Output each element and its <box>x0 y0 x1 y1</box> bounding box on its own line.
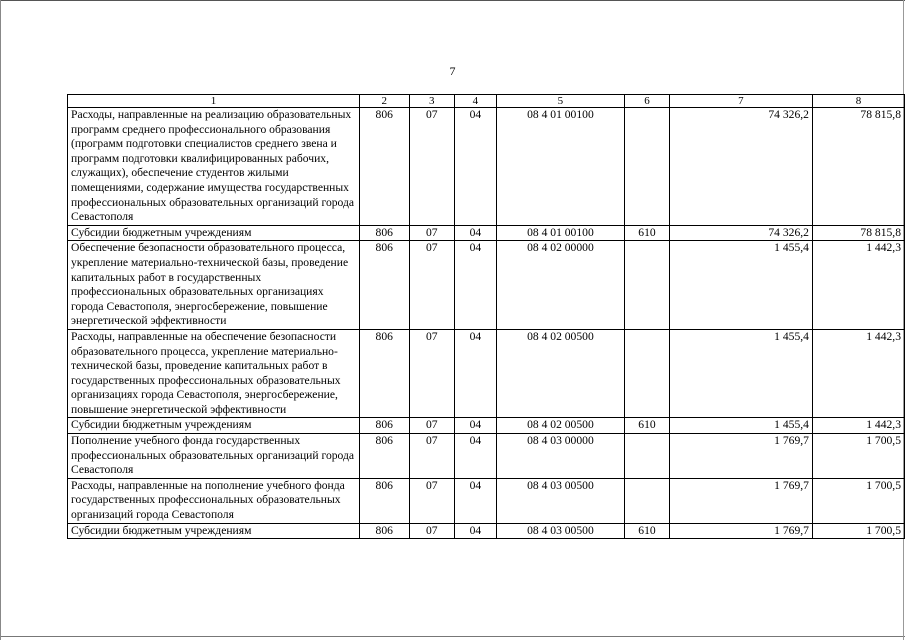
expense-name: Обеспечение безопасности образовательного процесса, укрепление материально-технической базы, проведение капитальных работ в государственных профессиональных образовательных организациях города Севастополя, энергосбережение, повышение энергетической эффективности <box>68 241 360 330</box>
subsection-code: 04 <box>455 329 497 418</box>
subsection-code: 04 <box>455 225 497 241</box>
amount-year-2: 1 442,3 <box>812 418 904 434</box>
expense-name: Субсидии бюджетным учреждениям <box>68 418 360 434</box>
expense-type-code: 610 <box>625 418 670 434</box>
column-header-5: 5 <box>496 95 624 108</box>
subsection-code: 04 <box>455 241 497 330</box>
department-code: 806 <box>359 418 409 434</box>
amount-year-2: 1 700,5 <box>812 523 904 539</box>
column-header-2: 2 <box>359 95 409 108</box>
table-row <box>68 478 905 523</box>
table-header-row <box>68 95 905 108</box>
section-code: 07 <box>409 418 455 434</box>
department-code: 806 <box>359 108 409 226</box>
expense-name: Расходы, направленные на реализацию образовательных программ среднего профессионального образования (программ подготовки специалистов среднего звена и программ подготовки квалифицированных рабочих, служащих), обеспечение студентов жилыми помещениями, содержание имущества государственных профессиональных образовательных организаций города Севастополя <box>68 108 360 226</box>
expense-type-code <box>625 241 670 330</box>
amount-year-2: 1 442,3 <box>812 241 904 330</box>
expense-type-code: 610 <box>625 523 670 539</box>
subsection-code: 04 <box>455 523 497 539</box>
page-number: 7 <box>449 64 456 78</box>
target-article-code: 08 4 01 00100 <box>496 108 624 226</box>
department-code: 806 <box>359 241 409 330</box>
department-code: 806 <box>359 434 409 479</box>
expense-type-code <box>625 434 670 479</box>
section-code: 07 <box>409 478 455 523</box>
amount-year-1: 74 326,2 <box>669 225 812 241</box>
expense-name: Субсидии бюджетным учреждениям <box>68 523 360 539</box>
section-code: 07 <box>409 241 455 330</box>
expense-name: Пополнение учебного фонда государственных профессиональных образовательных организаций города Севастополя <box>68 434 360 479</box>
department-code: 806 <box>359 523 409 539</box>
expense-name: Субсидии бюджетным учреждениям <box>68 225 360 241</box>
target-article-code: 08 4 03 00500 <box>496 523 624 539</box>
amount-year-2: 1 700,5 <box>812 478 904 523</box>
expense-type-code: 610 <box>625 225 670 241</box>
department-code: 806 <box>359 329 409 418</box>
section-code: 07 <box>409 434 455 479</box>
table-row <box>68 523 905 539</box>
amount-year-1: 1 455,4 <box>669 329 812 418</box>
section-code: 07 <box>409 523 455 539</box>
table-row <box>68 329 905 418</box>
target-article-code: 08 4 01 00100 <box>496 225 624 241</box>
amount-year-2: 78 815,8 <box>812 108 904 226</box>
section-code: 07 <box>409 225 455 241</box>
target-article-code: 08 4 02 00500 <box>496 418 624 434</box>
expense-type-code <box>625 478 670 523</box>
column-header-7: 7 <box>669 95 812 108</box>
target-article-code: 08 4 02 00500 <box>496 329 624 418</box>
expense-name: Расходы, направленные на пополнение учебного фонда государственных профессиональных образовательных организаций города Севастополя <box>68 478 360 523</box>
target-article-code: 08 4 03 00000 <box>496 434 624 479</box>
subsection-code: 04 <box>455 108 497 226</box>
budget-table <box>67 94 905 539</box>
table-row <box>68 108 905 226</box>
column-header-3: 3 <box>409 95 455 108</box>
table-row <box>68 241 905 330</box>
expense-name: Расходы, направленные на обеспечение безопасности образовательного процесса, укрепление материально-технической базы, проведение капитальных работ в государственных профессиональных образовательных организациях города Севастополя, энергосбережение, повышение энергетической эффективности <box>68 329 360 418</box>
column-header-1: 1 <box>68 95 360 108</box>
page-border-top <box>0 0 905 1</box>
page-border-left <box>0 0 1 640</box>
department-code: 806 <box>359 225 409 241</box>
section-code: 07 <box>409 108 455 226</box>
target-article-code: 08 4 03 00500 <box>496 478 624 523</box>
table-row <box>68 225 905 241</box>
subsection-code: 04 <box>455 418 497 434</box>
amount-year-1: 74 326,2 <box>669 108 812 226</box>
table-row <box>68 434 905 479</box>
amount-year-1: 1 455,4 <box>669 241 812 330</box>
amount-year-1: 1 769,7 <box>669 478 812 523</box>
column-header-4: 4 <box>455 95 497 108</box>
page-border-bottom <box>0 636 905 637</box>
amount-year-1: 1 769,7 <box>669 434 812 479</box>
column-header-8: 8 <box>812 95 904 108</box>
target-article-code: 08 4 02 00000 <box>496 241 624 330</box>
expense-type-code <box>625 329 670 418</box>
table-row <box>68 418 905 434</box>
department-code: 806 <box>359 478 409 523</box>
subsection-code: 04 <box>455 478 497 523</box>
amount-year-2: 78 815,8 <box>812 225 904 241</box>
subsection-code: 04 <box>455 434 497 479</box>
expense-type-code <box>625 108 670 226</box>
amount-year-2: 1 442,3 <box>812 329 904 418</box>
section-code: 07 <box>409 329 455 418</box>
amount-year-2: 1 700,5 <box>812 434 904 479</box>
column-header-6: 6 <box>625 95 670 108</box>
amount-year-1: 1 455,4 <box>669 418 812 434</box>
amount-year-1: 1 769,7 <box>669 523 812 539</box>
